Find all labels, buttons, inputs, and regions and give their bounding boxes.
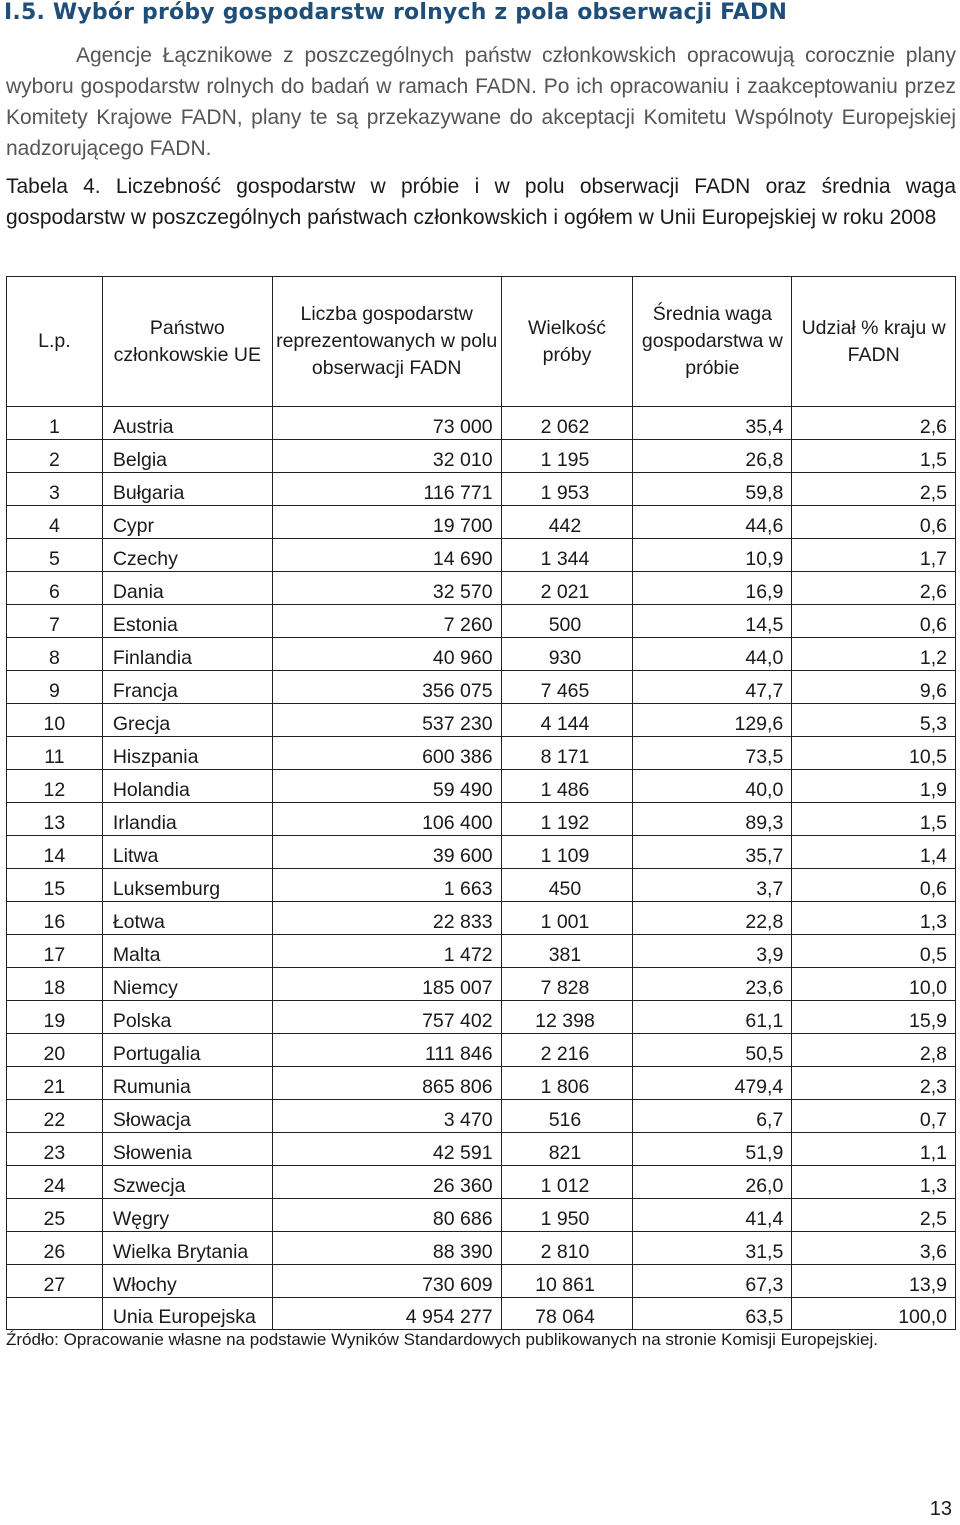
share-percent: 1,3 (792, 902, 956, 935)
row-number: 22 (7, 1100, 103, 1133)
average-weight: 89,3 (633, 803, 792, 836)
table-row (7, 506, 956, 539)
farms-count: 116 771 (272, 473, 501, 506)
row-number: 1 (7, 407, 103, 440)
country-name: Grecja (102, 704, 272, 737)
farms-count: 730 609 (272, 1265, 501, 1298)
page-number: 13 (929, 1498, 952, 1520)
share-percent: 1,7 (792, 539, 956, 572)
average-weight: 22,8 (633, 902, 792, 935)
share-percent: 2,6 (792, 572, 956, 605)
country-name: Wielka Brytania (102, 1232, 272, 1265)
total-farms-count: 4 954 277 (272, 1298, 501, 1330)
table-row (7, 539, 956, 572)
farms-count: 32 570 (272, 572, 501, 605)
data-table (6, 276, 956, 1330)
average-weight: 6,7 (633, 1100, 792, 1133)
row-number: 3 (7, 473, 103, 506)
farms-count: 26 360 (272, 1166, 501, 1199)
average-weight: 10,9 (633, 539, 792, 572)
country-name: Hiszpania (102, 737, 272, 770)
header-lp: L.p. (7, 277, 103, 407)
average-weight: 47,7 (633, 671, 792, 704)
total-share-percent: 100,0 (792, 1298, 956, 1330)
row-number: 20 (7, 1034, 103, 1067)
sample-size: 1 109 (501, 836, 633, 869)
sample-size: 12 398 (501, 1001, 633, 1034)
sample-size: 2 216 (501, 1034, 633, 1067)
header-share: Udział % kraju w FADN (792, 277, 956, 407)
sample-size: 1 486 (501, 770, 633, 803)
average-weight: 26,8 (633, 440, 792, 473)
average-weight: 41,4 (633, 1199, 792, 1232)
table-row (7, 1133, 956, 1166)
row-number: 27 (7, 1265, 103, 1298)
farms-count: 537 230 (272, 704, 501, 737)
header-average-weight: Średnia waga gospodarstwa w próbie (633, 277, 792, 407)
row-number: 2 (7, 440, 103, 473)
table-row (7, 1001, 956, 1034)
share-percent: 0,6 (792, 869, 956, 902)
country-name: Włochy (102, 1265, 272, 1298)
header-farms-count: Liczba gospodarstw reprezentowanych w polu obserwacji FADN (272, 277, 501, 407)
row-number: 10 (7, 704, 103, 737)
average-weight: 35,4 (633, 407, 792, 440)
sample-size: 442 (501, 506, 633, 539)
country-name: Portugalia (102, 1034, 272, 1067)
country-name: Węgry (102, 1199, 272, 1232)
sample-size: 821 (501, 1133, 633, 1166)
country-name: Bułgaria (102, 473, 272, 506)
sample-size: 2 021 (501, 572, 633, 605)
country-name: Irlandia (102, 803, 272, 836)
average-weight: 59,8 (633, 473, 792, 506)
row-number: 23 (7, 1133, 103, 1166)
country-name: Luksemburg (102, 869, 272, 902)
table-row (7, 1232, 956, 1265)
country-name: Dania (102, 572, 272, 605)
farms-count: 185 007 (272, 968, 501, 1001)
table-total-row (7, 1298, 956, 1330)
row-number: 16 (7, 902, 103, 935)
average-weight: 479,4 (633, 1067, 792, 1100)
farms-count: 40 960 (272, 638, 501, 671)
farms-count: 7 260 (272, 605, 501, 638)
table-row (7, 737, 956, 770)
share-percent: 10,0 (792, 968, 956, 1001)
row-number: 11 (7, 737, 103, 770)
table-row (7, 1034, 956, 1067)
source-note: Źródło: Opracowanie własne na podstawie Wyników Standardowych publikowanych na stronie Komisji Europejskiej. (6, 1330, 879, 1349)
country-name: Holandia (102, 770, 272, 803)
share-percent: 2,3 (792, 1067, 956, 1100)
section-heading: I.5. Wybór próby gospodarstw rolnych z pola obserwacji FADN (4, 0, 788, 25)
share-percent: 0,5 (792, 935, 956, 968)
table-body (7, 407, 956, 1330)
country-name: Czechy (102, 539, 272, 572)
table-row (7, 902, 956, 935)
share-percent: 1,2 (792, 638, 956, 671)
sample-size: 7 465 (501, 671, 633, 704)
average-weight: 129,6 (633, 704, 792, 737)
country-name: Francja (102, 671, 272, 704)
row-number: 26 (7, 1232, 103, 1265)
sample-size: 1 001 (501, 902, 633, 935)
share-percent: 0,7 (792, 1100, 956, 1133)
farms-count: 19 700 (272, 506, 501, 539)
sample-size: 7 828 (501, 968, 633, 1001)
row-number: 9 (7, 671, 103, 704)
table-row (7, 638, 956, 671)
average-weight: 14,5 (633, 605, 792, 638)
average-weight: 44,0 (633, 638, 792, 671)
share-percent: 1,4 (792, 836, 956, 869)
table-row (7, 770, 956, 803)
country-name: Słowenia (102, 1133, 272, 1166)
intro-paragraph (6, 40, 956, 164)
average-weight: 16,9 (633, 572, 792, 605)
farms-count: 32 010 (272, 440, 501, 473)
table-row (7, 1100, 956, 1133)
average-weight: 35,7 (633, 836, 792, 869)
row-number: 19 (7, 1001, 103, 1034)
table-row (7, 869, 956, 902)
sample-size: 381 (501, 935, 633, 968)
table-row (7, 968, 956, 1001)
table-row (7, 671, 956, 704)
row-number: 17 (7, 935, 103, 968)
country-name: Malta (102, 935, 272, 968)
average-weight: 23,6 (633, 968, 792, 1001)
farms-count: 3 470 (272, 1100, 501, 1133)
table-row (7, 704, 956, 737)
average-weight: 73,5 (633, 737, 792, 770)
share-percent: 1,1 (792, 1133, 956, 1166)
sample-size: 10 861 (501, 1265, 633, 1298)
farms-count: 600 386 (272, 737, 501, 770)
farms-count: 1 663 (272, 869, 501, 902)
average-weight: 61,1 (633, 1001, 792, 1034)
table-row (7, 572, 956, 605)
row-number: 13 (7, 803, 103, 836)
share-percent: 15,9 (792, 1001, 956, 1034)
farms-count: 80 686 (272, 1199, 501, 1232)
table-row (7, 836, 956, 869)
country-name: Belgia (102, 440, 272, 473)
row-number: 21 (7, 1067, 103, 1100)
sample-size: 1 195 (501, 440, 633, 473)
farms-count: 39 600 (272, 836, 501, 869)
header-sample-size: Wielkość próby (501, 277, 633, 407)
country-name: Finlandia (102, 638, 272, 671)
farms-count: 14 690 (272, 539, 501, 572)
table-row (7, 1166, 956, 1199)
intro-text: Agencje Łącznikowe z poszczególnych państw członkowskich opracowują corocznie plany wyboru gospodarstw rolnych do badań w ramach FADN. Po ich opracowaniu i zaakceptowaniu przez Komitety Krajowe FADN, plany te są przekazywane do akceptacji Komitetu Wspólnoty Europejskiej nadzorującego FADN. (6, 44, 956, 160)
average-weight: 67,3 (633, 1265, 792, 1298)
farms-count: 42 591 (272, 1133, 501, 1166)
share-percent: 1,3 (792, 1166, 956, 1199)
table-row (7, 1265, 956, 1298)
sample-size: 930 (501, 638, 633, 671)
country-name: Słowacja (102, 1100, 272, 1133)
row-number: 5 (7, 539, 103, 572)
country-name: Litwa (102, 836, 272, 869)
row-number: 7 (7, 605, 103, 638)
sample-size: 2 062 (501, 407, 633, 440)
share-percent: 3,6 (792, 1232, 956, 1265)
table-row (7, 803, 956, 836)
table-row (7, 935, 956, 968)
share-percent: 0,6 (792, 506, 956, 539)
average-weight: 3,7 (633, 869, 792, 902)
share-percent: 1,5 (792, 440, 956, 473)
total-sample-size: 78 064 (501, 1298, 633, 1330)
sample-size: 1 953 (501, 473, 633, 506)
country-name: Austria (102, 407, 272, 440)
row-number: 12 (7, 770, 103, 803)
table-row (7, 440, 956, 473)
sample-size: 1 192 (501, 803, 633, 836)
farms-count: 111 846 (272, 1034, 501, 1067)
sample-size: 1 806 (501, 1067, 633, 1100)
row-number: 8 (7, 638, 103, 671)
table-header-row (7, 277, 956, 407)
sample-size: 1 012 (501, 1166, 633, 1199)
country-name: Niemcy (102, 968, 272, 1001)
share-percent: 2,6 (792, 407, 956, 440)
total-country-name: Unia Europejska (102, 1298, 272, 1330)
share-percent: 2,5 (792, 473, 956, 506)
average-weight: 31,5 (633, 1232, 792, 1265)
row-number: 18 (7, 968, 103, 1001)
table-row (7, 605, 956, 638)
table-caption: Tabela 4. Liczebność gospodarstw w próbie i w polu obserwacji FADN oraz średnia waga gospodarstw w poszczególnych państwach członkowskich i ogółem w Unii Europejskiej w roku 2008 (6, 175, 956, 229)
share-percent: 5,3 (792, 704, 956, 737)
share-percent: 9,6 (792, 671, 956, 704)
row-number: 24 (7, 1166, 103, 1199)
share-percent: 1,9 (792, 770, 956, 803)
sample-size: 1 344 (501, 539, 633, 572)
average-weight: 51,9 (633, 1133, 792, 1166)
farms-count: 106 400 (272, 803, 501, 836)
row-number: 14 (7, 836, 103, 869)
row-number: 25 (7, 1199, 103, 1232)
table-row (7, 1199, 956, 1232)
share-percent: 13,9 (792, 1265, 956, 1298)
row-number: 15 (7, 869, 103, 902)
country-name: Szwecja (102, 1166, 272, 1199)
average-weight: 40,0 (633, 770, 792, 803)
share-percent: 2,5 (792, 1199, 956, 1232)
sample-size: 1 950 (501, 1199, 633, 1232)
country-name: Rumunia (102, 1067, 272, 1100)
share-percent: 0,6 (792, 605, 956, 638)
farms-count: 356 075 (272, 671, 501, 704)
farms-count: 59 490 (272, 770, 501, 803)
sample-size: 516 (501, 1100, 633, 1133)
sample-size: 2 810 (501, 1232, 633, 1265)
sample-size: 500 (501, 605, 633, 638)
farms-count: 88 390 (272, 1232, 501, 1265)
average-weight: 44,6 (633, 506, 792, 539)
average-weight: 50,5 (633, 1034, 792, 1067)
farms-count: 865 806 (272, 1067, 501, 1100)
farms-count: 1 472 (272, 935, 501, 968)
country-name: Polska (102, 1001, 272, 1034)
country-name: Cypr (102, 506, 272, 539)
farms-count: 73 000 (272, 407, 501, 440)
table-row (7, 407, 956, 440)
average-weight: 3,9 (633, 935, 792, 968)
row-number: 6 (7, 572, 103, 605)
sample-size: 4 144 (501, 704, 633, 737)
header-country: Państwo członkowskie UE (102, 277, 272, 407)
share-percent: 10,5 (792, 737, 956, 770)
row-number: 4 (7, 506, 103, 539)
table-row (7, 1067, 956, 1100)
share-percent: 1,5 (792, 803, 956, 836)
farms-count: 22 833 (272, 902, 501, 935)
average-weight: 26,0 (633, 1166, 792, 1199)
country-name: Łotwa (102, 902, 272, 935)
sample-size: 450 (501, 869, 633, 902)
country-name: Estonia (102, 605, 272, 638)
table-row (7, 473, 956, 506)
share-percent: 2,8 (792, 1034, 956, 1067)
total-average-weight: 63,5 (633, 1298, 792, 1330)
sample-size: 8 171 (501, 737, 633, 770)
farms-count: 757 402 (272, 1001, 501, 1034)
total-row-number (7, 1298, 103, 1330)
